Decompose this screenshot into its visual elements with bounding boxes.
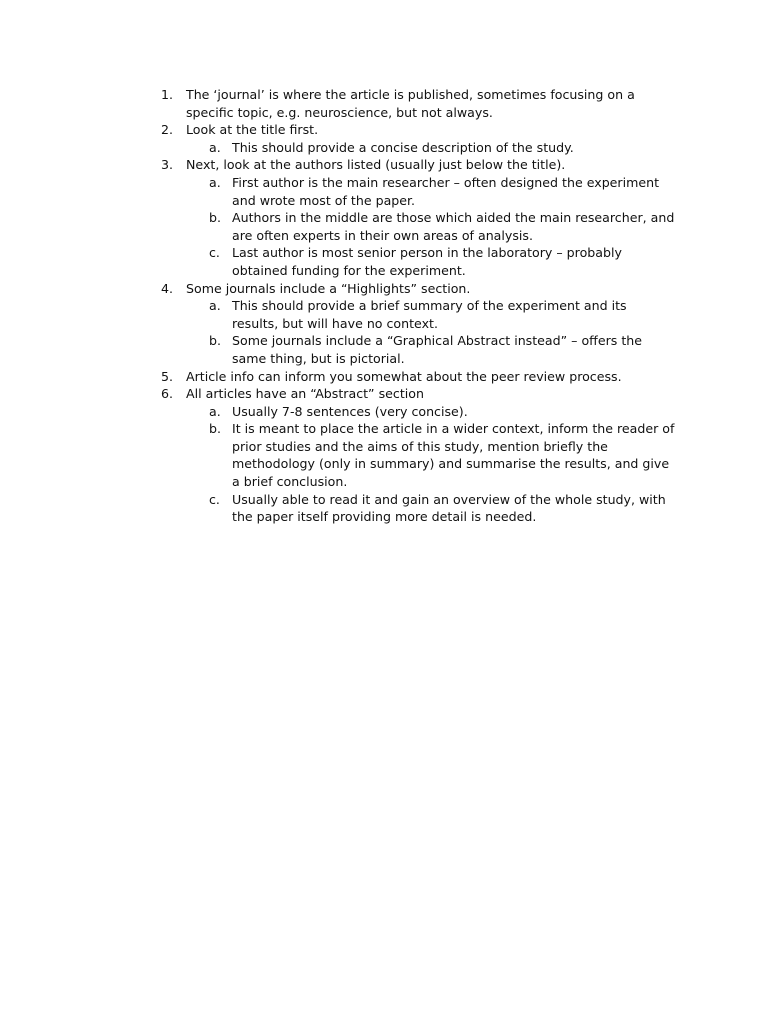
list-item: [0, 368, 676, 386]
sub-list: [186, 297, 676, 367]
sub-list: [186, 174, 676, 280]
sub-list-item-letter: b.: [209, 333, 221, 349]
sub-list-item-text: First author is the main researcher – often designed the experiment and wrote most of the paper.: [232, 174, 660, 208]
list-item-text: Article info can inform you somewhat about the peer review process.: [186, 368, 622, 384]
sub-list-item: [186, 139, 676, 157]
list-item-number: 2.: [161, 122, 174, 138]
sub-list-item-letter: a.: [209, 403, 221, 419]
list-item: [0, 86, 676, 121]
sub-list-item: [186, 403, 676, 421]
list-item-number: 6.: [161, 386, 174, 402]
sub-list-item-text: It is meant to place the article in a wider context, inform the reader of prior studies and the aims of this study, mention briefly the methodology (only in summary) and summarise the results, and give a brief conclusion.: [232, 421, 675, 490]
sub-list: [186, 139, 676, 157]
list-item-text: All articles have an “Abstract” section: [186, 386, 424, 402]
sub-list-item: [186, 209, 676, 244]
sub-list-item-letter: a.: [209, 139, 221, 155]
list-item-number: 1.: [161, 87, 174, 102]
sub-list-item: [186, 174, 676, 209]
list-item: [0, 156, 676, 279]
sub-list-item-letter: c.: [209, 245, 220, 261]
list-item: [0, 280, 676, 368]
sub-list-item-text: This should provide a brief summary of the experiment and its results, but will have no context.: [232, 298, 627, 331]
sub-list-item-text: Some journals include a “Graphical Abstract instead” – offers the same thing, but is pictorial.: [232, 333, 642, 366]
list-item: [0, 121, 676, 156]
list-item: [0, 385, 676, 526]
list-item-text: Some journals include a “Highlights” section.: [186, 280, 471, 296]
sub-list-item: [186, 244, 676, 279]
sub-list-item-letter: a.: [209, 174, 221, 190]
sub-list-item-text: This should provide a concise description of the study.: [232, 139, 574, 155]
list-item-text: Next, look at the authors listed (usually just below the title).: [186, 157, 566, 173]
numbered-list: [0, 86, 768, 526]
sub-list-item-text: Usually 7-8 sentences (very concise).: [232, 403, 468, 419]
list-item-number: 5.: [161, 368, 174, 384]
sub-list-item-letter: b.: [209, 421, 221, 437]
list-item-number: 4.: [161, 280, 174, 296]
sub-list-item: [186, 332, 676, 367]
sub-list-item-text: Authors in the middle are those which aided the main researcher, and are often experts in their own areas of analysis.: [232, 210, 675, 243]
sub-list-item-letter: c.: [209, 491, 220, 507]
sub-list-item-letter: b.: [209, 210, 221, 226]
sub-list-item-text: Last author is most senior person in the laboratory – probably obtained funding for the experiment.: [232, 245, 622, 278]
list-item-text: Look at the title first.: [186, 122, 319, 138]
list-item-text: The ‘journal’ is where the article is published, sometimes focusing on a specific topic, e.g. neuroscience, but not always.: [186, 87, 635, 120]
sub-list-item: [186, 420, 676, 490]
sub-list-item-letter: a.: [209, 298, 221, 314]
sub-list: [186, 403, 676, 526]
sub-list-item-text: Usually able to read it and gain an overview of the whole study, with the paper itself providing more detail is needed.: [232, 491, 666, 525]
sub-list-item: [186, 297, 676, 332]
list-item-number: 3.: [161, 157, 174, 173]
sub-list-item: [186, 491, 676, 526]
